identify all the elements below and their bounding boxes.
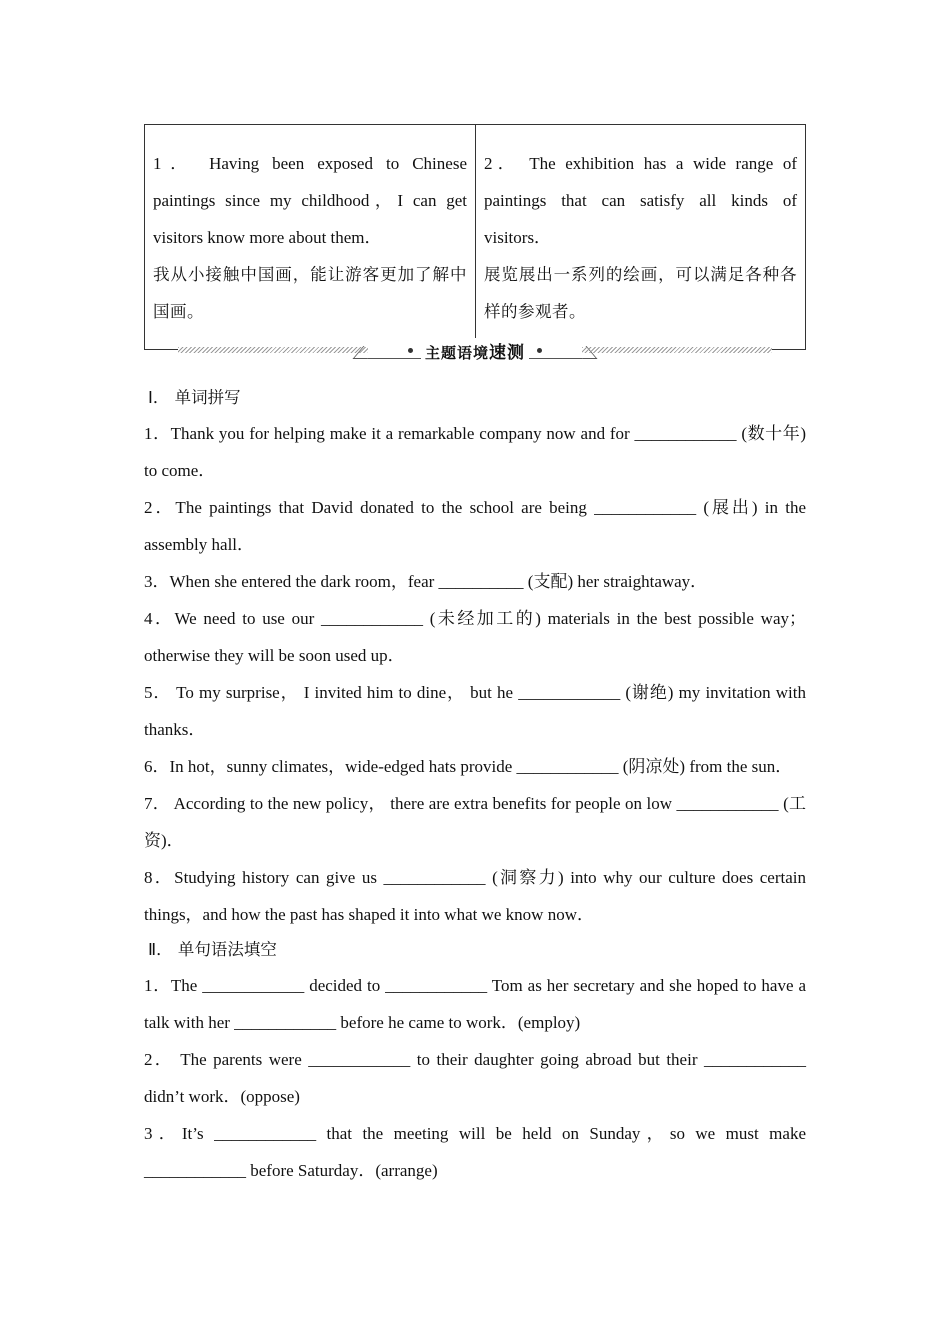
example-2-english: 2． The exhibition has a wide range of paintings that can satisfy all kinds of visitors． [484, 154, 797, 247]
banner-dot-left-icon [408, 348, 413, 353]
grammar-question-3: 3．It’s ____________ that the meeting will be held on Sunday，so we must make ____________ before Saturday．(arrange) [144, 1124, 806, 1180]
box-corner-left [144, 349, 178, 350]
exercise-content [144, 381, 806, 1189]
example-1-english: 1． Having been exposed to Chinese paintings since my childhood，I can get visitors know more about them． [153, 154, 467, 247]
banner-hatch-left [178, 347, 368, 353]
spelling-question-6: 6．In hot，sunny climates，wide-edged hats provide ____________ (阴凉处) from the sun． [144, 757, 793, 776]
spelling-question-2: 2．The paintings that David donated to the school are being ____________ (展出) in the assembly hall． [144, 498, 806, 554]
banner-dot-right-icon [537, 348, 542, 353]
spelling-question-7: 7． According to the new policy， there are extra benefits for people on low ____________ (工资)． [144, 794, 806, 850]
banner-title-suffix: 速测 [489, 342, 525, 363]
example-cell-1 [145, 125, 475, 349]
spelling-question-8: 8．Studying history can give us ____________ (洞察力) into why our culture does certain things，and how the past has shaped it into what we know now． [144, 868, 806, 924]
section-2-heading [148, 933, 806, 967]
grammar-question-1: 1．The ____________ decided to ____________ Tom as her secretary and she hoped to have a talk with her ____________ before he came to work．(employ) [144, 976, 806, 1032]
spelling-question-5: 5． To my surprise， I invited him to dine， but he ____________ (谢绝) my invitation with thanks． [144, 683, 806, 739]
grammar-question-2: 2． The parents were ____________ to their daughter going abroad but their ____________ didn’t work．(oppose) [144, 1050, 806, 1106]
example-2-chinese: 展览展出一系列的绘画，可以满足各种各样的参观者。 [484, 265, 797, 321]
spelling-question-1: 1．Thank you for helping make it a remarkable company now and for ____________ (数十年) to come． [144, 424, 806, 480]
section-2-numeral: Ⅱ． [148, 940, 173, 959]
banner-center [368, 339, 582, 361]
banner-title [421, 338, 529, 363]
box-corner-right [772, 349, 806, 350]
worksheet-page [144, 124, 806, 1189]
section-1-title: 单词拼写 [174, 388, 241, 407]
spelling-question-4: 4．We need to use our ____________ (未经加工的) materials in the best possible way；otherwise they will be soon used up． [144, 609, 806, 665]
banner-title-prefix: 主题语境 [424, 343, 489, 362]
banner-hatch-right [582, 347, 772, 353]
example-sentences-box [144, 124, 806, 349]
section-banner [178, 339, 772, 365]
example-1-chinese: 我从小接触中国画，能让游客更加了解中国画。 [153, 265, 467, 321]
section-1-numeral: Ⅰ． [148, 388, 170, 407]
spelling-question-3: 3．When she entered the dark room，fear __________ (支配) her straightaway． [144, 572, 708, 591]
example-cell-2 [475, 125, 805, 349]
section-2-title: 单句语法填空 [177, 940, 277, 959]
section-1-heading [148, 381, 806, 415]
